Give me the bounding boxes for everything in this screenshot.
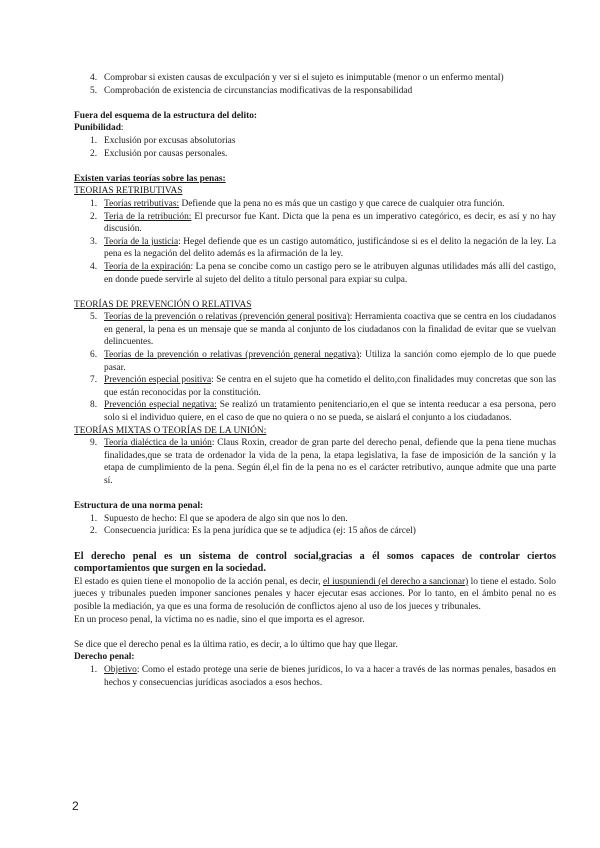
list-item: 6. Teorías de la prevención o relativas (prevención general negativa): Utiliza la sanción como ejemplo de lo que puede pasar. <box>90 350 556 373</box>
punibilidad-label: Punibilidad: <box>74 123 124 134</box>
section-heading-sistema: El derecho penal es un sistema de control social,gracias a él somos capaces de controlar ciertos comportamientos que surgen en la sociedad. <box>74 550 556 575</box>
list-item: 1. Objetivo: Como el estado protege una serie de bienes jurídicos, lo va a hacer a través de las normas penales, basados en hechos y consecuencias jurídicas asociados a esos hechos. <box>90 664 556 688</box>
list-item: 8. Prevención especial negativa: Se realizó un tratamiento penitenciario,en el que se intenta reeducar a esa persona, pero solo si el individuo quiere, en el caso de que no quiera o no se pueda, se aislará el conjunto a los ciudadanos. <box>90 400 556 424</box>
list-item: 7. Prevención especial positiva: Se centra en el sujeto que ha cometido el delito,con finalidades muy concretas que son las que están reconocidas por la constitución. <box>90 375 556 398</box>
paragraph-victima: En un proceso penal, la víctima no es nadie, sino el que importa es el agresor. <box>74 614 365 625</box>
subheading-prevencion: TEORÍAS DE PREVENCIÓN O RELATIVAS <box>74 299 252 310</box>
list-item: 1. Teorías retributivas: Defiende que la pena no es más que un castigo y que carece de cualquier otra función. <box>90 198 505 209</box>
list-item: 5. Teorías de la prevención o relativas (prevención general positiva): Herramienta coactiva que se centra en los ciudadanos en general, la pena es un mensaje que se manda al conjunto de los ciudadanos con la finalidad de evitar que se vuelvan delincuentes. <box>90 312 556 348</box>
section-heading-estructura: Estructura de una norma penal: <box>74 501 204 512</box>
paragraph-ultima-ratio: Se dice que el derecho penal es la última ratio, es decir, a lo último que hay que llegar. <box>74 639 398 650</box>
page-number: 2 <box>72 799 79 813</box>
subheading-retributivas: TEORIAS RETRIBUTIVAS <box>74 186 183 197</box>
section-heading-teorias: Existen varias teorías sobre las penas: <box>74 173 226 184</box>
list-item: 4. Teoría de la expiración: La pena se concibe como un castigo pero se le atribuyen algunas utilidades más allí del castigo, en donde puede servirle al sujeto del delito a título personal para expiar su culpa. <box>90 261 556 285</box>
list-item: 5. Comprobación de existencia de circunstancias modificativas de la responsabilidad <box>90 85 413 96</box>
section-heading-derecho-penal: Derecho penal: <box>74 652 135 663</box>
list-item: 3. Teoría de la justicia: Hegel defiende que es un castigo automático, justificándose si es el delito la negación de la ley. La pena es la negación del delito además es la afirmación de la ley. <box>90 236 557 260</box>
list-item: 2. Consecuencia jurídica: Es la pena jurídica que se te adjudica (ej: 15 años de cárcel) <box>90 526 416 537</box>
list-item: 1. Exclusión por excusas absolutorias <box>90 135 236 146</box>
section-heading-punibilidad: Fuera del esquema de la estructura del delito: <box>74 110 258 121</box>
subheading-mixtas: TEORÍAS MIXTAS O TEORÍAS DE LA UNIÓN: <box>74 425 267 436</box>
document-page <box>74 72 556 689</box>
list-item: 1. Supuesto de hecho: El que se apodera de algo sin que nos lo den. <box>90 513 348 524</box>
paragraph-monopolio: El estado es quien tiene el monopolio de la acción penal, es decir, el iuspuniendi (el derecho a sancionar) lo tiene el estado. Solo jueces y tribunales pueden imponer sanciones penales y hacer ejecutar esas acciones. Por lo tanto, en el ámbito penal no es posible la mediación, ya que es una forma de resolución de conflictos ajeno al uso de los jueces y tribunales. <box>74 576 556 612</box>
top-list <box>74 72 556 97</box>
list-item: 2. Teria de la retribución: El precursor fue Kant. Dicta que la pena es un imperativo categórico, es decir, es así y no hay discusión. <box>90 211 556 235</box>
list-item: 2. Exclusión por causas personales. <box>90 148 228 159</box>
list-item: 4. Comprobar si existen causas de exculpación y ver si el sujeto es inimputable (menor o un enfermo mental) <box>90 73 504 83</box>
list-item: 9. Teoría dialéctica de la unión: Claus Roxin, creador de gran parte del derecho penal, defiende que la pena tiene muchas finalidades,que se trata de ordenador la vida de la pena, la etapa legislativa, la fase de imposición de la sanción y la etapa de cumplimiento de la pena. Según él,el fin de la pena no es el carácter retributivo, aunque admite que una parte sí. <box>90 438 556 486</box>
